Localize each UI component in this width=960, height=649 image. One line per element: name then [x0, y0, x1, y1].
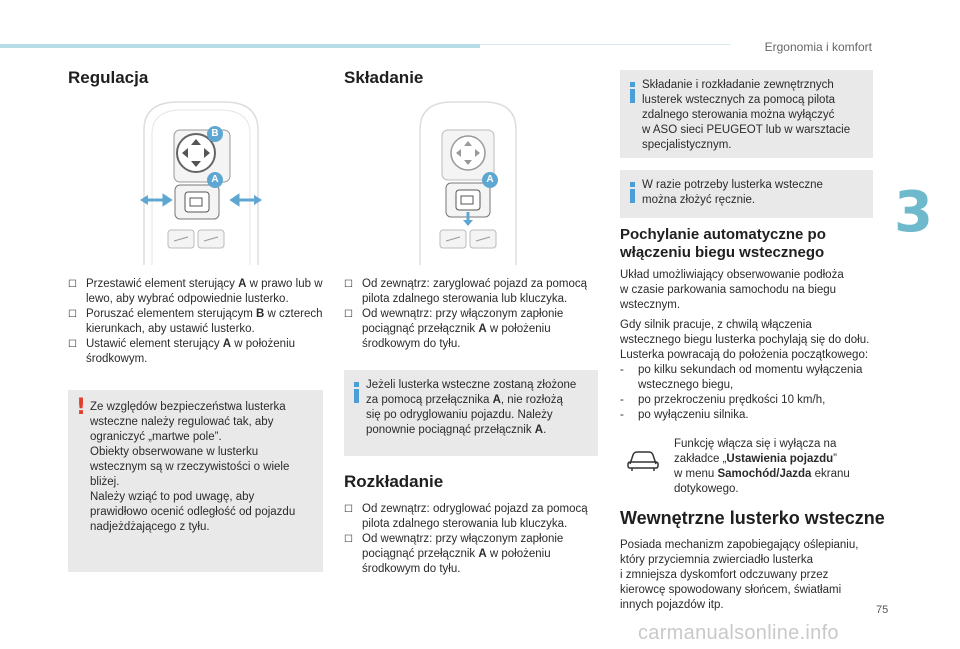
item-text: Od zewnątrz: zaryglować pojazd za pomocą pilota zdalnego sterowania lub kluczyka.: [362, 278, 587, 305]
skladanie-steps: [344, 277, 602, 352]
item-text: w położeniu środkowym.: [86, 338, 296, 365]
item-ref: A: [478, 323, 487, 335]
callout-badge-a: A: [207, 172, 223, 188]
warning-icon: !: [76, 395, 87, 420]
list-item: - po przekroczeniu prędkości 10 km/h,: [620, 394, 826, 406]
car-settings-note: Funkcję włącza się i wyłącza na zakładce „Ustawienia pojazdu” w menu Samochód/Jazda ekranu dotykowego.: [674, 438, 850, 495]
mirror-control-figure-adjust: [138, 100, 264, 265]
list-item: [344, 307, 602, 352]
checkbox-icon: ☐: [344, 309, 353, 320]
section-title-pochylanie: Pochylanie automatyczne po włączeniu biegu wstecznego: [620, 226, 826, 261]
list-item: [344, 277, 602, 307]
checkbox-icon: ☐: [68, 339, 77, 350]
chapter-title: Ergonomia i komfort: [764, 40, 872, 54]
paragraph: Układ umożliwiający obserwowanie podłoża w czasie parkowania samochodu na biegu wstecznym.: [620, 269, 844, 311]
dash-list: [620, 363, 882, 423]
section-title-wewnetrzne: Wewnętrzne lusterko wsteczne: [620, 508, 885, 528]
section-title-rozkladanie: Rozkładanie: [344, 472, 444, 491]
mirror-control-figure-fold: [416, 100, 520, 265]
callout-badge-b: B: [207, 126, 223, 142]
item-text: w położeniu środkowym do tyłu.: [362, 323, 551, 350]
item-ref: A: [478, 548, 487, 560]
section-title-regulacja: Regulacja: [68, 68, 149, 87]
item-text: Przestawić element sterujący: [86, 278, 239, 290]
paragraph: Posiada mechanizm zapobiegający oślepianiu, który przyciemnia zwierciadło lusterka i zmniejsza dyskomfort odczuwany przez kierowcę spowodowany słońcem, światłami innych pojazdów itp.: [620, 539, 859, 611]
checkbox-icon: ☐: [68, 279, 77, 290]
info-text: Składanie i rozkładanie zewnętrznych lusterek wstecznych za pomocą pilota zdalnego sterowania można wyłączyć w ASO sieci PEUGEOT lub w warsztacie specjalistycznym.: [642, 79, 851, 151]
checkbox-icon: ☐: [344, 279, 353, 290]
item-text: w prawo lub w lewo, aby wybrać odpowiednie lusterko.: [86, 278, 323, 305]
item-ref: B: [256, 308, 265, 320]
item-text: Ustawić element sterujący: [86, 338, 223, 350]
info-box-manual-folding: [620, 170, 873, 218]
list-item: [68, 277, 326, 307]
item-text: Od zewnątrz: odryglować pojazd za pomocą pilota zdalnego sterowania lub kluczyka.: [362, 503, 588, 530]
chapter-number: 3: [894, 180, 933, 245]
list-item: [344, 502, 602, 532]
list-item: [68, 337, 326, 367]
list-item: - po kilku sekundach od momentu wyłączenia wstecznego biegu,: [620, 364, 863, 391]
checkbox-icon: ☐: [344, 504, 353, 515]
item-text: Od wewnątrz: przy włączonym zapłonie pociągnąć przełącznik: [362, 308, 564, 335]
list-item: [344, 532, 602, 577]
item-text: w czterech kierunkach, aby ustawić lusterko.: [86, 308, 323, 335]
header-accent-bar: [0, 44, 480, 48]
list-item: [68, 307, 326, 337]
item-ref: A: [238, 278, 247, 290]
page-number: 75: [876, 604, 889, 616]
header-rule: [480, 44, 730, 45]
watermark: carmanualsonline.info: [638, 622, 839, 644]
checkbox-icon: ☐: [68, 309, 77, 320]
warning-text: Ze względów bezpieczeństwa lusterka wsteczne należy regulować tak, aby ograniczyć „martwe pole”. Obiekty obserwowane w lusterku wstecznym są w rzeczywistości o wiele bliżej. Należy wziąć to pod uwagę, aby prawidłowo ocenić odległość od pojazdu nadjeżdżającego z tyłu.: [90, 401, 296, 533]
info-text: Jeżeli lusterka wsteczne zostaną złożone za pomocą przełącznika A, nie rozłożą się po odryglowaniu pojazdu. Należy ponownie pociągnąć przełącznik A.: [366, 379, 577, 436]
info-box-remote-folding: [620, 70, 873, 158]
paragraph: Gdy silnik pracuje, z chwilą włączenia wstecznego biegu lusterka pochylają się do dołu. Lusterka powracają do położenia początkowego:: [620, 319, 870, 361]
callout-badge-a: A: [482, 172, 498, 188]
item-text: Poruszać elementem sterującym: [86, 308, 257, 320]
regulacja-steps: [68, 277, 326, 367]
item-text: Od wewnątrz: przy włączonym zapłonie pociągnąć przełącznik: [362, 533, 564, 560]
info-box-folding: [344, 370, 598, 456]
info-icon: [630, 82, 635, 103]
section-title-skladanie: Składanie: [344, 68, 424, 87]
info-text: W razie potrzeby lusterka wsteczne można złożyć ręcznie.: [642, 179, 823, 206]
checkbox-icon: ☐: [344, 534, 353, 545]
list-item: - po wyłączeniu silnika.: [620, 409, 749, 421]
rozkladanie-steps: [344, 502, 602, 577]
item-text: w położeniu środkowym do tyłu.: [362, 548, 551, 575]
info-icon: [630, 182, 635, 203]
info-icon: [354, 382, 359, 403]
item-ref: A: [222, 338, 232, 350]
warning-box: [68, 390, 323, 572]
car-settings-icon: [626, 448, 660, 472]
